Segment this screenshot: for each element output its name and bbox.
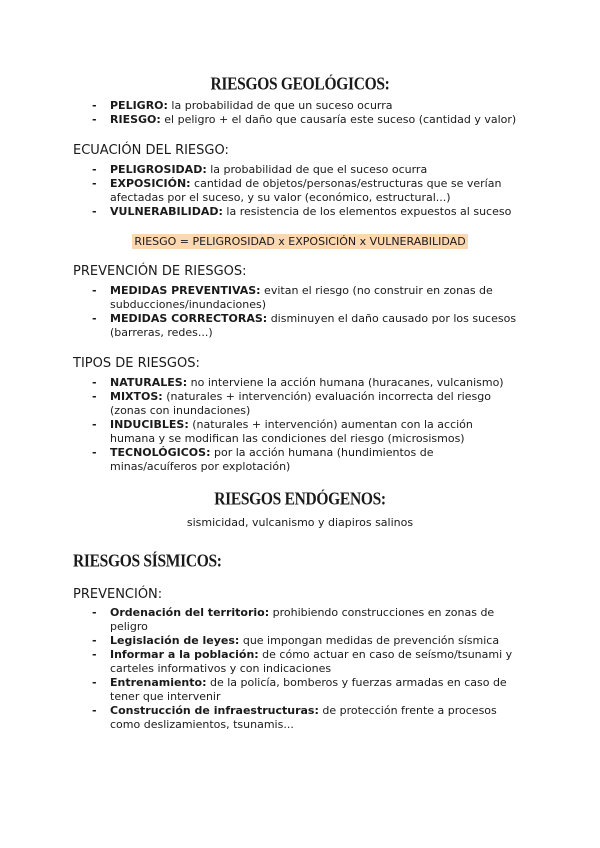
list-item: - Legislación de leyes: que impongan medidas de prevención sísmica xyxy=(92,634,500,647)
geologicos-list xyxy=(0,99,600,127)
sismicos-prevencion xyxy=(73,587,573,602)
list-item: - RIESGO: el peligro + el daño que causaría este suceso (cantidad y valor) xyxy=(92,113,517,126)
endogenos-subtitle: sismicidad, vulcanismo y diapiros salinos xyxy=(186,516,414,529)
section-tipos xyxy=(73,356,573,371)
section-endogenos xyxy=(0,491,600,509)
ecuacion-list xyxy=(0,163,520,219)
list-item: - Ordenación del territorio: prohibiendo construcciones en zonas de peligro xyxy=(92,606,495,633)
section-prevencion xyxy=(73,264,573,279)
list-item: - MEDIDAS PREVENTIVAS: evitan el riesgo (no construir en zonas de subducciones/inundaciones) xyxy=(92,284,493,311)
list-item: - Entrenamiento: de la policía, bomberos y fuerzas armadas en caso de tener que intervenir xyxy=(92,676,507,703)
sismicos-list xyxy=(0,606,520,732)
tipos-list xyxy=(0,376,520,474)
list-item: - TECNOLÓGICOS: por la acción humana (hundimientos de minas/acuíferos por explotación) xyxy=(92,446,434,473)
list-item: - VULNERABILIDAD: la resistencia de los elementos expuestos al suceso xyxy=(92,205,512,218)
list-item: - PELIGRO: la probabilidad de que un suceso ocurra xyxy=(92,99,393,112)
section-sismicos xyxy=(73,553,573,571)
section-geologicos xyxy=(0,76,600,94)
section-title: RIESGOS SÍSMICOS: xyxy=(73,551,222,572)
risk-formula: RIESGO = PELIGROSIDAD x EXPOSICIÓN x VULNERABILIDAD xyxy=(134,235,466,248)
list-item: - MIXTOS: (naturales + intervención) evaluación incorrecta del riesgo (zonas con inundaciones) xyxy=(92,390,491,417)
prevencion-list xyxy=(0,284,520,340)
section-heading: TIPOS DE RIESGOS: xyxy=(73,356,200,371)
section-title: RIESGOS GEOLÓGICOS: xyxy=(210,74,390,95)
list-item: - NATURALES: no interviene la acción humana (huracanes, vulcanismo) xyxy=(92,376,504,389)
list-item: - Construcción de infraestructuras: de protección frente a procesos como deslizamientos, tsunamis... xyxy=(92,704,497,731)
section-heading: PREVENCIÓN: xyxy=(73,587,163,602)
section-title: RIESGOS ENDÓGENOS: xyxy=(214,489,386,510)
list-item: - INDUCIBLES: (naturales + intervención) aumentan con la acción humana y se modifican las condiciones del riesgo (microsismos) xyxy=(92,418,473,445)
list-item: - EXPOSICIÓN: cantidad de objetos/personas/estructuras que se verían afectadas por el suceso, y su valor (económico, estructural...) xyxy=(92,177,502,204)
list-item: - Informar a la población: de cómo actuar en caso de seísmo/tsunami y carteles informativos y con indicaciones xyxy=(92,648,513,675)
section-ecuacion xyxy=(73,143,573,158)
formula-row xyxy=(0,235,600,248)
section-heading: PREVENCIÓN DE RIESGOS: xyxy=(73,264,247,279)
list-item: - MEDIDAS CORRECTORAS: disminuyen el daño causado por los sucesos (barreras, redes...) xyxy=(92,312,517,339)
list-item: - PELIGROSIDAD: la probabilidad de que el suceso ocurra xyxy=(92,163,428,176)
section-heading: ECUACIÓN DEL RIESGO: xyxy=(73,143,229,158)
